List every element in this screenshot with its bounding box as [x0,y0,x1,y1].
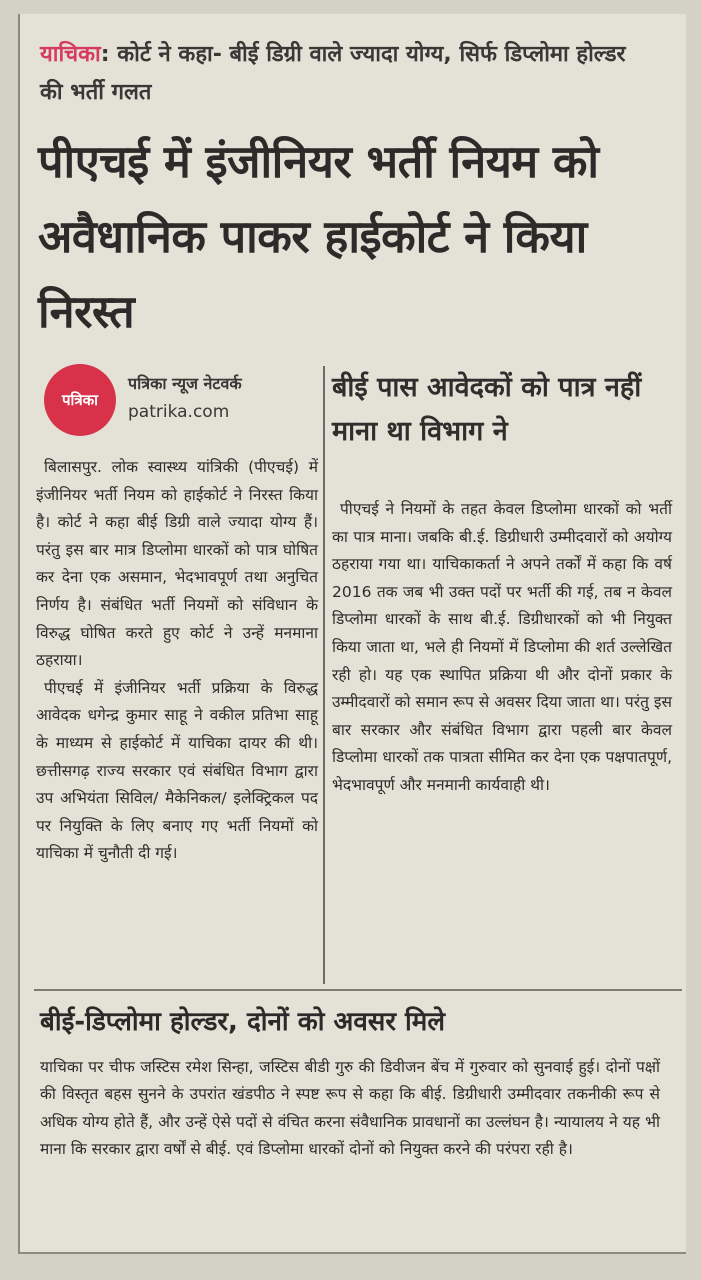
byline [128,370,328,426]
right-paragraph-1: पीएचई ने नियमों के तहत केवल डिप्लोमा धारकों को भर्ती का पात्र माना। जबकि बी.ई. डिग्रीधारी उम्मीदवारों को अयोग्य ठहराया गया था। याचिकाकर्ता ने अपने तर्कों में कहा कि वर्ष 2016 तक जब भी उक्त पदों पर भर्ती की गई, तब न केवल डिप्लोमा धारकों के साथ बी.ई. डिग्रीधारकों को भी नियुक्त किया जाता था, भले ही नियमों में डिप्लोमा की शर्त उल्लेखित रही हो। यह एक स्थापित प्रक्रिया थी और दोनों प्रकार के उम्मीदवारों को समान रूप से अवसर दिया जाता था। परंतु इस बार सरकार और संबंधित विभाग द्वारा पहली बार केवल डिप्लोमा धारकों तक पात्रता सीमित कर देना एक पक्षपातपूर्ण, भेदभावपूर्ण और मनमानी कार्यवाही थी। [332,500,672,794]
patrika-logo [44,364,116,436]
byline-network: पत्रिका न्यूज नेटवर्क [128,374,242,393]
section-heading: बीई-डिप्लोमा होल्डर, दोनों को अवसर मिले [40,1007,445,1037]
newspaper-clipping [18,14,686,1254]
kicker [40,36,640,112]
right-column [332,496,672,800]
column-divider [323,366,325,984]
section-paragraph: याचिका पर चीफ जस्टिस रमेश सिन्हा, जस्टिस बीडी गुरु की डिवीजन बेंच में गुरुवार को सुनवाई हुई। दोनों पक्षों की विस्तृत बहस सुनने के उपरांत खंडपीठ ने स्पष्ट रूप से कहा कि बीई. डिग्रीधारी उम्मीदवार तकनीकी रूप से अधिक योग्य होते हैं, और उन्हें ऐसे पदों से वंचित करना संवैधानिक प्रावधानों का उल्लंघन है। न्यायालय ने यह भी माना कि सरकार द्वारा वर्षों से बीई. एवं डिप्लोमा धारकों दोनों को नियुक्त करने की परंपरा रही है। [40,1058,660,1159]
kicker-text: कोर्ट ने कहा- बीई डिग्री वाले ज्यादा योग्य, सिर्फ डिप्लोमा होल्डर की भर्ती गलत [40,42,626,105]
left-column [36,454,318,868]
kicker-separator: : [100,42,110,67]
subhead: बीई पास आवेदकों को पात्र नहीं माना था विभाग ने [332,372,642,447]
byline-website: patrika.com [128,402,230,422]
section-divider [34,989,682,991]
section-body [40,1054,660,1164]
headline: पीएचई में इंजीनियर भर्ती नियम को अवैधानिक पाकर हाईकोर्ट ने किया निरस्त [38,135,599,338]
left-paragraph-2: पीएचई में इंजीनियर भर्ती प्रक्रिया के विरुद्ध आवेदक धगेन्द्र कुमार साहू ने वकील प्रतिभा साहू के माध्यम से हाईकोर्ट में याचिका दायर की थी। छत्तीसगढ़ राज्य सरकार एवं संबंधित विभाग द्वारा उप अभियंता सिविल/ मैकेनिकल/ इलेक्ट्रिकल पद पर नियुक्ति के लिए बनाए गए भर्ती नियमों को याचिका में चुनौती दी गई। [36,678,318,863]
logo-text: पत्रिका [61,391,99,409]
kicker-label: याचिका [40,42,101,67]
left-paragraph-1: बिलासपुर. लोक स्वास्थ्य यांत्रिकी (पीएचई) में इंजीनियर भर्ती नियम को हाईकोर्ट ने निरस्त किया है। कोर्ट ने कहा बीई डिग्री वाले ज्यादा योग्य हैं। परंतु इस बार मात्र डिप्लोमा धारकों को पात्र घोषित कर देना एक असमान, भेदभावपूर्ण तथा अनुचित निर्णय है। संबंधित भर्ती नियमों को संविधान के विरुद्ध घोषित करते हुए कोर्ट ने उन्हें मनमाना ठहराया। [36,458,318,670]
